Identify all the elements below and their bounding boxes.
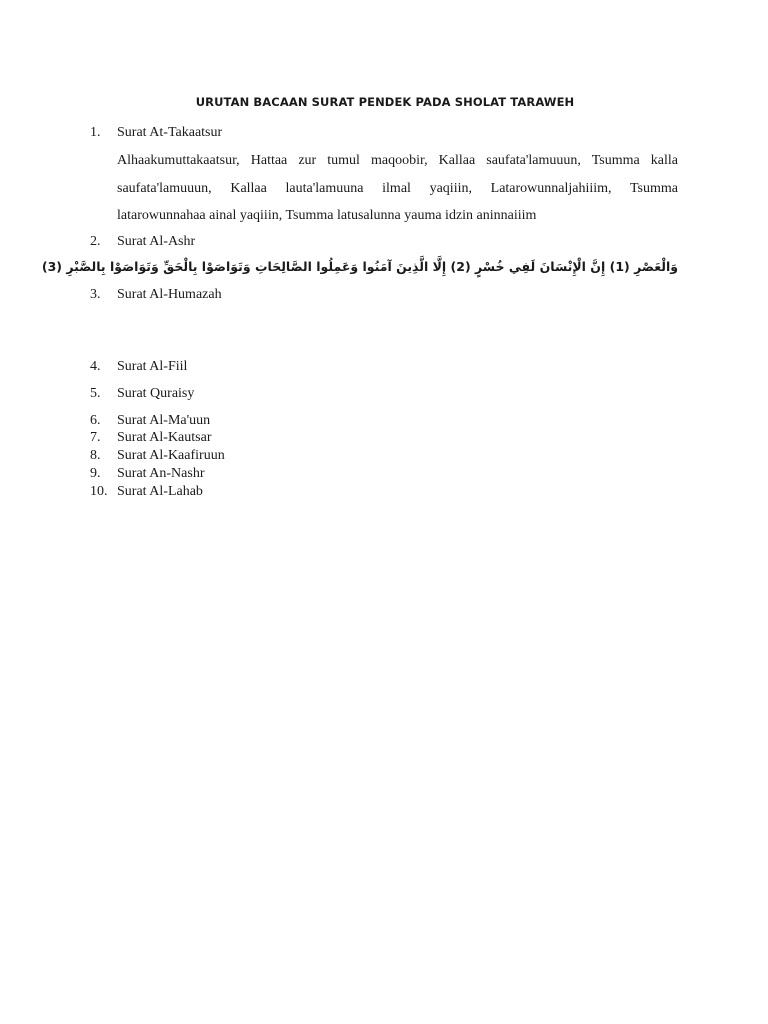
surah-transliteration [117, 147, 678, 230]
list-item-title: Surat Al-Humazah [117, 287, 222, 302]
transliteration-line: Alhaakumuttakaatsur, Hattaa zur tumul maqoobir, Kallaa saufata'lamuuun, Tsumma kalla [117, 153, 678, 168]
document-title: URUTAN BACAAN SURAT PENDEK PADA SHOLAT TARAWEH [195, 95, 575, 109]
list-item-title: Surat Al-Ashr [117, 234, 196, 249]
transliteration-line: saufata'lamuuun, Kallaa lauta'lamuuna ilmal yaqiiin, Latarowunnaljahiiim, Tsumma [117, 180, 678, 196]
list-item-title: Surat Al-Fiil [117, 359, 188, 374]
list-item-title: Surat An-Nashr [117, 466, 205, 481]
list-item-number: 8. [90, 448, 101, 463]
list-item-title: Surat Al-Kautsar [117, 430, 212, 445]
list-item-title: Surat Al-Lahab [117, 484, 203, 499]
list-item-number: 10. [90, 484, 108, 499]
surah-arabic-text: وَالْعَصْرِ (1) إِنَّ الْإِنْسَانَ لَفِي خُسْرٍ (2) إِلَّا الَّذِينَ آمَنُوا وَعَمِلُوا الصَّالِحَاتِ وَتَوَاصَوْا بِالْحَقِّ وَتَوَاصَوْا بِالصَّبْرِ (3) [41, 259, 678, 274]
list-item-number: 6. [90, 413, 101, 428]
list-item-number: 4. [90, 359, 101, 374]
list-item-number: 9. [90, 466, 101, 481]
list-item-number: 2. [90, 234, 101, 249]
transliteration-line: latarowunnahaa ainal yaqiiin, Tsumma latusalunna yauma idzin aninnaiiim [117, 208, 537, 223]
list-item-number: 7. [90, 430, 101, 445]
list-item-number: 5. [90, 386, 101, 401]
list-item-number: 1. [90, 125, 101, 140]
list-item-number: 3. [90, 287, 101, 302]
list-item-title: Surat Quraisy [117, 386, 195, 401]
list-item-title: Surat Al-Kaafiruun [117, 448, 225, 463]
list-item-title: Surat At-Takaatsur [117, 125, 223, 140]
list-item-title: Surat Al-Ma'uun [117, 413, 211, 428]
